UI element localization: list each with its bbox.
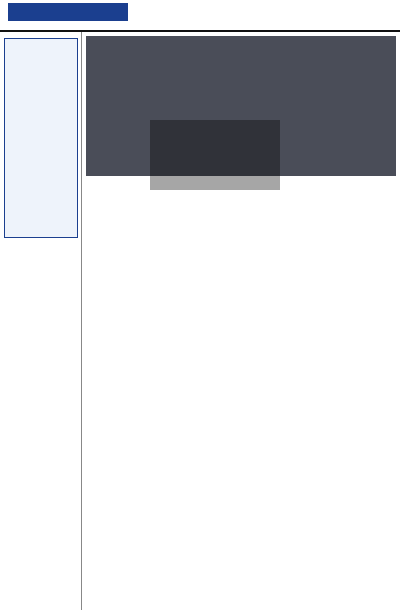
newspaper-logo — [8, 3, 128, 21]
page-number — [340, 1, 396, 27]
section-title — [150, 5, 270, 21]
sidebar-box — [4, 38, 78, 238]
article-column-b — [244, 262, 396, 602]
article-headline — [110, 176, 380, 246]
article-column-a — [86, 262, 240, 602]
article-byline — [250, 246, 390, 258]
